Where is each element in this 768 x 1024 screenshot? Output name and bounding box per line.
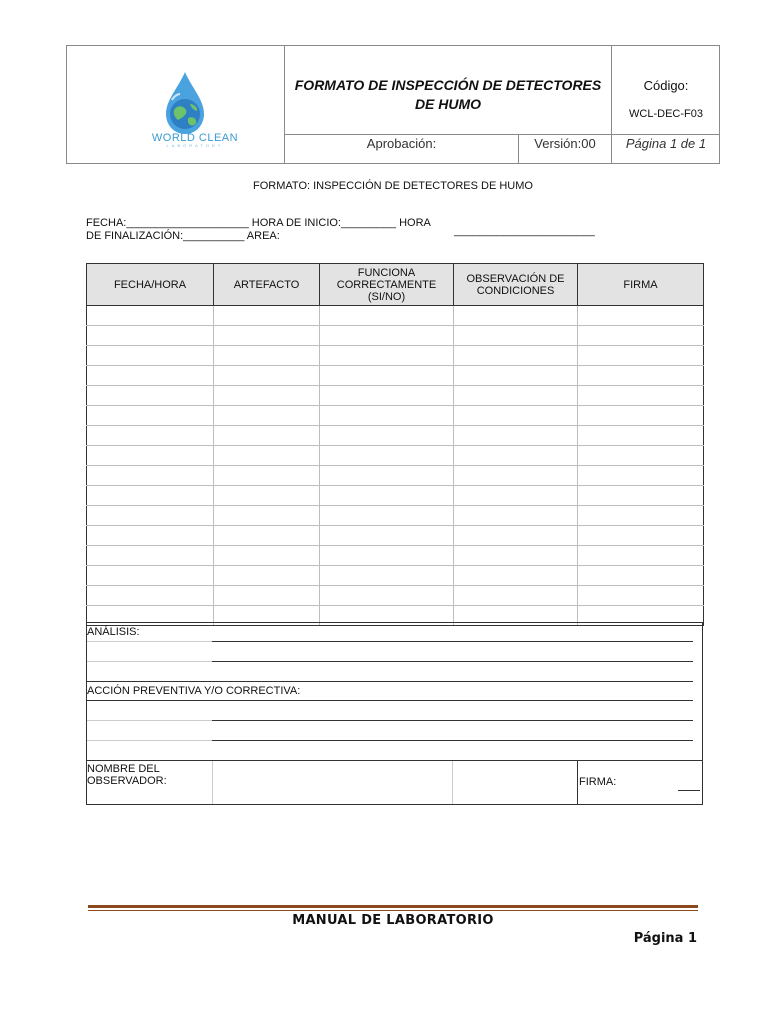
table-cell[interactable] <box>87 546 214 566</box>
table-cell[interactable] <box>87 306 214 326</box>
table-cell[interactable] <box>87 486 214 506</box>
footer-title: MANUAL DE LABORATORIO <box>292 913 494 928</box>
table-cell[interactable] <box>214 546 320 566</box>
table-cell[interactable] <box>454 546 578 566</box>
approval-label: Aprobación: <box>366 136 437 151</box>
table-cell[interactable] <box>214 306 320 326</box>
observer-name-label: NOMBRE DEL OBSERVADOR: <box>87 763 167 787</box>
table-cell[interactable] <box>214 466 320 486</box>
table-row <box>87 526 704 546</box>
table-body <box>87 306 704 626</box>
table-cell[interactable] <box>320 366 454 386</box>
table-cell[interactable] <box>320 546 454 566</box>
analysis-label: ANÁLISIS: <box>87 626 140 638</box>
signature-label: FIRMA: <box>579 776 617 788</box>
code-value: WCL-DEC-F03 <box>629 108 703 120</box>
table-cell[interactable] <box>454 586 578 606</box>
table-cell[interactable] <box>454 446 578 466</box>
table-cell[interactable] <box>214 446 320 466</box>
action-line <box>87 720 212 721</box>
footer-rule <box>88 905 698 908</box>
table-cell[interactable] <box>320 346 454 366</box>
table-cell[interactable] <box>87 446 214 466</box>
version-label: Versión:00 <box>534 136 596 151</box>
table-cell[interactable] <box>214 366 320 386</box>
table-cell[interactable] <box>578 346 704 366</box>
table-row <box>87 466 704 486</box>
table-cell[interactable] <box>578 566 704 586</box>
form-heading: FORMATO: INSPECCIÓN DE DETECTORES DE HUMO <box>253 180 533 192</box>
column-header-observation: OBSERVACIÓN DE CONDICIONES <box>454 264 578 306</box>
table-cell[interactable] <box>578 386 704 406</box>
table-cell[interactable] <box>578 326 704 346</box>
table-cell[interactable] <box>87 506 214 526</box>
action-line[interactable] <box>212 720 693 721</box>
table-cell[interactable] <box>578 586 704 606</box>
table-cell[interactable] <box>454 466 578 486</box>
table-cell[interactable] <box>454 506 578 526</box>
table-cell[interactable] <box>578 426 704 446</box>
table-cell[interactable] <box>454 406 578 426</box>
signature-divider <box>577 761 578 804</box>
table-cell[interactable] <box>578 486 704 506</box>
table-cell[interactable] <box>320 486 454 506</box>
table-row <box>87 586 704 606</box>
table-cell[interactable] <box>87 406 214 426</box>
section-divider <box>87 760 702 761</box>
table-cell[interactable] <box>578 446 704 466</box>
analysis-line <box>87 641 212 642</box>
water-drop-globe-icon <box>160 70 210 138</box>
table-row <box>87 486 704 506</box>
table-cell[interactable] <box>214 526 320 546</box>
header-divider <box>284 134 720 135</box>
table-cell[interactable] <box>87 466 214 486</box>
table-row <box>87 386 704 406</box>
analysis-line <box>87 661 212 662</box>
table-cell[interactable] <box>454 366 578 386</box>
table-row <box>87 446 704 466</box>
table-cell[interactable] <box>214 566 320 586</box>
area-blank-line[interactable]: _______________________ <box>454 225 595 237</box>
logo-wordmark: WORLD CLEAN <box>151 132 239 144</box>
table-cell[interactable] <box>320 306 454 326</box>
analysis-line[interactable] <box>212 641 693 642</box>
table-row <box>87 506 704 526</box>
table-cell[interactable] <box>214 386 320 406</box>
table-cell[interactable] <box>320 446 454 466</box>
observer-divider <box>212 761 213 804</box>
table-cell[interactable] <box>214 506 320 526</box>
table-cell[interactable] <box>320 566 454 586</box>
table-cell[interactable] <box>320 406 454 426</box>
table-cell[interactable] <box>320 466 454 486</box>
document-title: FORMATO DE INSPECCIÓN DE DETECTORES DE HUMO <box>294 77 602 112</box>
analysis-line[interactable] <box>212 661 693 662</box>
table-cell[interactable] <box>214 586 320 606</box>
footer-page-number: Página 1 <box>633 931 697 946</box>
table-cell[interactable] <box>578 546 704 566</box>
page-count-label: Página 1 de 1 <box>625 136 707 151</box>
table-cell[interactable] <box>578 306 704 326</box>
table-cell[interactable] <box>578 366 704 386</box>
table-cell[interactable] <box>320 386 454 406</box>
footer-rule <box>88 910 698 911</box>
logo-subtext: LABORATORY <box>166 143 224 148</box>
table-cell[interactable] <box>454 326 578 346</box>
table-cell[interactable] <box>214 426 320 446</box>
signature-line[interactable] <box>678 790 700 791</box>
table-cell[interactable] <box>454 426 578 446</box>
table-cell[interactable] <box>87 366 214 386</box>
table-cell[interactable] <box>320 506 454 526</box>
table-row <box>87 546 704 566</box>
date-time-fields[interactable]: FECHA:____________________ HORA DE INICIO:_________ HORA <box>86 217 431 229</box>
action-line[interactable] <box>212 740 693 741</box>
analysis-line[interactable] <box>87 681 693 682</box>
table-cell[interactable] <box>454 526 578 546</box>
table-header-row <box>87 264 704 306</box>
company-logo <box>160 70 210 138</box>
table-cell[interactable] <box>454 486 578 506</box>
table-cell[interactable] <box>87 566 214 586</box>
table-cell[interactable] <box>454 306 578 326</box>
table-cell[interactable] <box>578 526 704 546</box>
table-cell[interactable] <box>578 506 704 526</box>
table-cell[interactable] <box>87 426 214 446</box>
table-cell[interactable] <box>214 486 320 506</box>
code-label: Código: <box>643 78 689 93</box>
column-header-date-time: FECHA/HORA <box>87 264 214 306</box>
action-line <box>87 740 212 741</box>
table-row <box>87 366 704 386</box>
table-cell[interactable] <box>87 346 214 366</box>
corrective-action-label: ACCIÓN PREVENTIVA Y/O CORRECTIVA: <box>87 685 301 697</box>
table-cell[interactable] <box>454 346 578 366</box>
column-header-works-correctly: FUNCIONA CORRECTAMENTE (SI/NO) <box>320 264 454 306</box>
end-time-area-fields[interactable]: DE FINALIZACIÓN:__________ AREA: <box>86 230 280 242</box>
column-header-device: ARTEFACTO <box>214 264 320 306</box>
table-cell[interactable] <box>454 566 578 586</box>
table-row <box>87 426 704 446</box>
table-cell[interactable] <box>320 326 454 346</box>
table-cell[interactable] <box>320 526 454 546</box>
table-cell[interactable] <box>214 326 320 346</box>
action-line[interactable] <box>87 700 693 701</box>
column-header-signature: FIRMA <box>578 264 704 306</box>
table-cell[interactable] <box>578 466 704 486</box>
table-cell[interactable] <box>320 426 454 446</box>
observer-divider <box>452 761 453 804</box>
inspection-table <box>86 263 704 626</box>
table-cell[interactable] <box>87 586 214 606</box>
table-cell[interactable] <box>578 406 704 426</box>
table-row <box>87 346 704 366</box>
table-cell[interactable] <box>87 326 214 346</box>
table-row <box>87 306 704 326</box>
table-cell[interactable] <box>454 386 578 406</box>
table-cell[interactable] <box>87 526 214 546</box>
table-cell[interactable] <box>320 586 454 606</box>
table-cell[interactable] <box>214 346 320 366</box>
table-row <box>87 406 704 426</box>
table-cell[interactable] <box>87 386 214 406</box>
table-cell[interactable] <box>214 406 320 426</box>
table-row <box>87 566 704 586</box>
table-row <box>87 326 704 346</box>
